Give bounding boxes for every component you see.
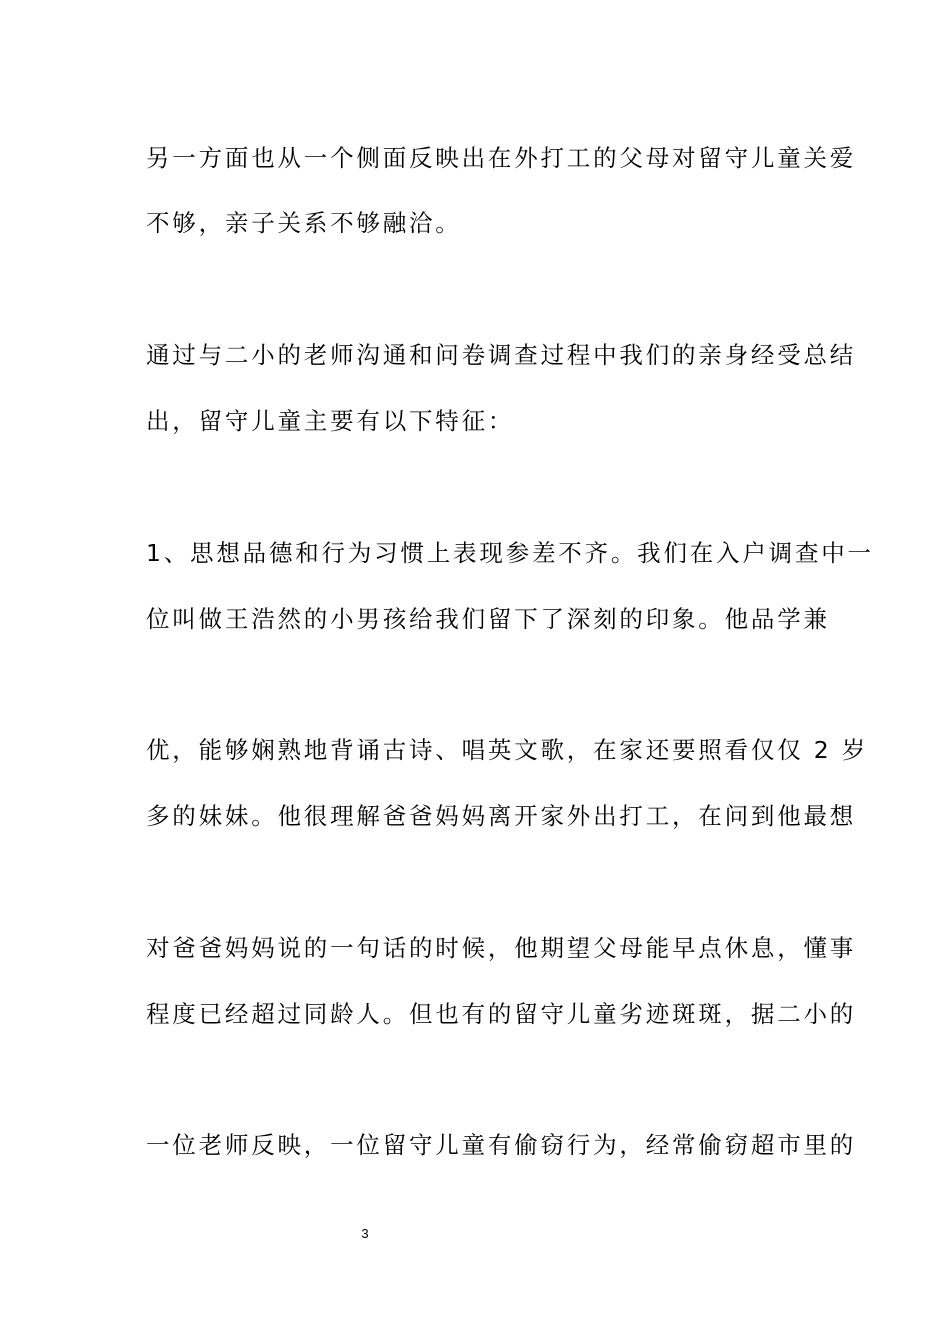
page-number: 3 [361,1226,369,1241]
text-line: 一位老师反映，一位留守儿童有偷窃行为，经常偷窃超市里的 [146,1131,857,1159]
text-line: 优，能够娴熟地背诵古诗、唱英文歌，在家还要照看仅仅 2 岁 [146,736,869,764]
text-line: 程度已经超过同龄人。但也有的留守儿童劣迹斑斑，据二小的 [146,1000,857,1028]
text-line: 对爸爸妈妈说的一句话的时候，他期望父母能早点休息，懂事 [146,934,857,962]
text-line: 通过与二小的老师沟通和问卷调查过程中我们的亲身经受总结 [146,341,857,369]
text-line: 出，留守儿童主要有以下特征： [146,407,515,435]
text-line: 多的妹妹。他很理解爸爸妈妈离开家外出打工，在问到他最想 [146,802,857,830]
text-line: 1、思想品德和行为习惯上表现参差不齐。我们在入户调查中一 [146,539,874,567]
text-line: 另一方面也从一个侧面反映出在外打工的父母对留守儿童关爱 [146,144,857,172]
text-line: 位叫做王浩然的小男孩给我们留下了深刻的印象。他品学兼 [146,605,830,633]
text-line: 不够，亲子关系不够融洽。 [146,209,462,237]
